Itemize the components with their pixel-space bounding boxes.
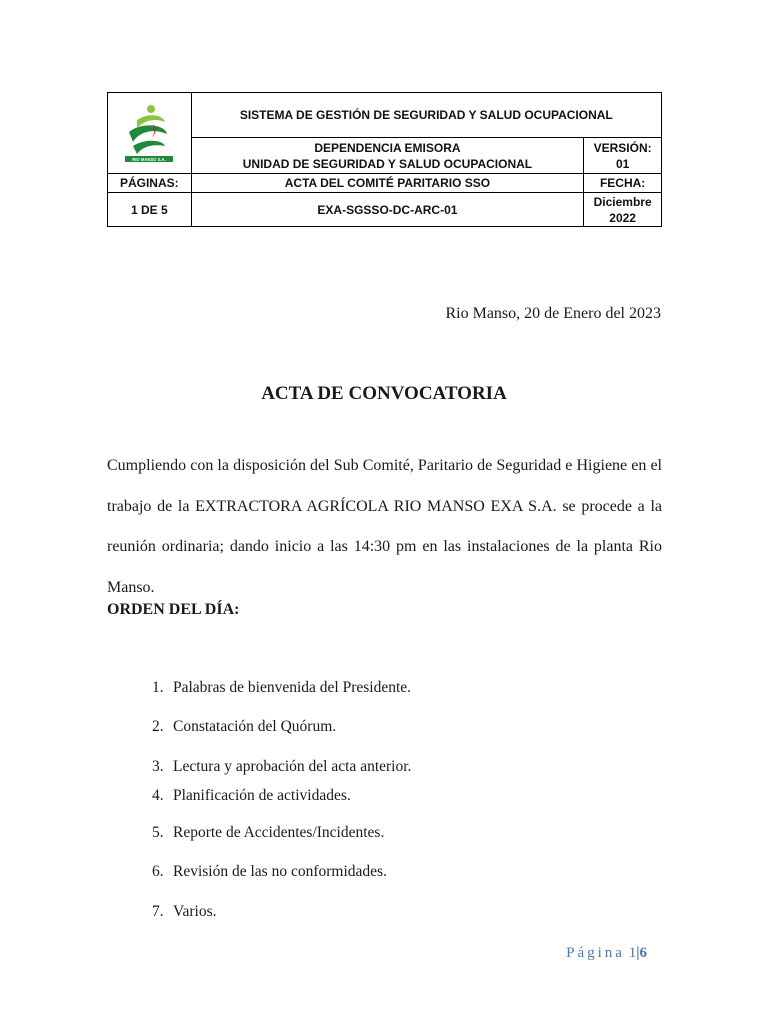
agenda-item (152, 863, 387, 881)
agenda-item (152, 679, 411, 697)
act-title: ACTA DEL COMITÉ PARITARIO SSO (191, 174, 584, 193)
page-word: Página (566, 945, 625, 961)
company-logo-cell (108, 93, 192, 174)
version-value: 01 (615, 156, 630, 171)
agenda-number: 6. (152, 863, 164, 880)
fecha-value-cell (584, 193, 662, 227)
company-logo (119, 102, 179, 164)
dependencia-cell (191, 138, 584, 174)
body-paragraph: Cumpliendo con la disposición del Sub Comité, Paritario de Seguridad e Higiene en el trabajo de la EXTRACTORA AGRÍCOLA RIO MANSO EXA S.A. se procede a la reunión ordinaria; dando inicio a las 14:30 pm en las instalaciones de la planta Rio Manso. (107, 457, 662, 596)
agenda-text: Planificación de actividades. (173, 787, 351, 804)
date-line: Rio Manso, 20 de Enero del 2023 (445, 305, 661, 322)
order-heading: ORDEN DEL DÍA: (107, 601, 240, 618)
agenda-number: 4. (152, 787, 164, 804)
version-cell (584, 138, 662, 174)
logo-caption: RIO MANSO S.A. (132, 157, 167, 162)
paginas-value: 1 DE 5 (108, 193, 192, 227)
page-separator: | (636, 945, 640, 961)
fecha-value-year: 2022 (609, 210, 636, 225)
agenda-text: Palabras de bienvenida del Presidente. (173, 679, 412, 696)
agenda-item (152, 758, 411, 776)
page-total: 6 (639, 945, 647, 961)
logo-leaf-middle (129, 125, 167, 142)
logo-leaf-bottom (133, 141, 165, 154)
fecha-value-month: Diciembre (593, 194, 652, 209)
agenda-number: 7. (152, 903, 164, 920)
paginas-label: PÁGINAS: (108, 174, 192, 193)
agenda-number: 2. (152, 718, 164, 735)
document-title: ACTA DE CONVOCATORIA (261, 383, 507, 404)
dependencia-value: UNIDAD DE SEGURIDAD Y SALUD OCUPACIONAL (242, 156, 533, 171)
agenda-text: Constatación del Quórum. (173, 718, 337, 735)
fecha-label: FECHA: (584, 174, 662, 193)
version-label: VERSIÓN: (593, 140, 652, 155)
logo-dot (147, 105, 155, 113)
document-header-table (107, 92, 662, 227)
dependencia-label: DEPENDENCIA EMISORA (314, 140, 461, 155)
agenda-text: Revisión de las no conformidades. (173, 863, 387, 880)
agenda-number: 1. (152, 679, 164, 696)
agenda-text: Lectura y aprobación del acta anterior. (173, 758, 412, 775)
agenda-item (152, 718, 336, 736)
agenda-number: 3. (152, 758, 164, 775)
page-current: 1 (628, 945, 637, 961)
agenda-text: Reporte de Accidentes/Incidentes. (173, 824, 385, 841)
system-title: SISTEMA DE GESTIÓN DE SEGURIDAD Y SALUD OCUPACIONAL (191, 93, 661, 138)
document-code: EXA-SGSSO-DC-ARC-01 (191, 193, 584, 227)
agenda-number: 5. (152, 824, 164, 841)
agenda-text: Varios. (173, 903, 217, 920)
agenda-item (152, 787, 351, 805)
agenda-item (152, 824, 384, 842)
page-footer (566, 945, 647, 962)
agenda-item (152, 903, 216, 921)
